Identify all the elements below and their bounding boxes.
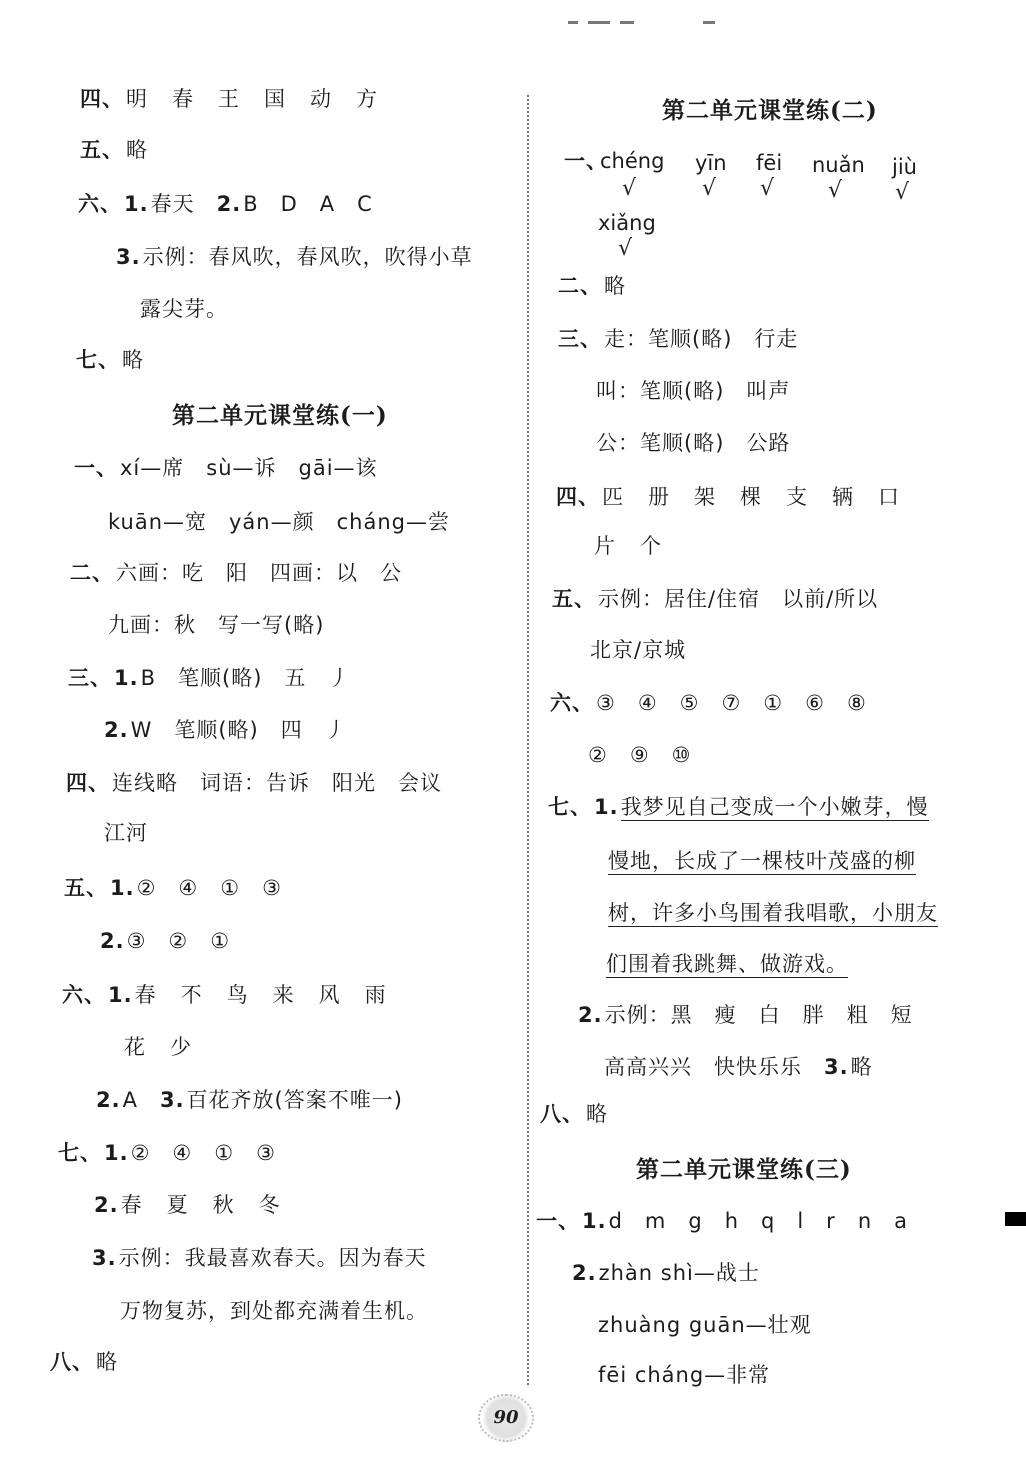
pinyin: chéng bbox=[600, 149, 665, 173]
top-edge-mark bbox=[568, 20, 718, 26]
answer-line: 二、六画：吃 阳 四画：以 公 bbox=[70, 561, 402, 585]
answer-line: ② ⑨ ⑩ bbox=[588, 743, 692, 767]
column-divider bbox=[527, 95, 529, 1385]
answer-line: 八、略 bbox=[50, 1350, 118, 1374]
answer-line: 2.春 夏 秋 冬 bbox=[94, 1193, 281, 1217]
answer-line: 慢地，长成了一棵枝叶茂盛的柳 bbox=[608, 849, 916, 873]
page-number: 90 bbox=[478, 1394, 534, 1442]
answer-line: 五、示例：居住/住宿 以前/所以 bbox=[552, 587, 879, 611]
answer-line: 七、1.② ④ ① ③ bbox=[58, 1141, 276, 1165]
answer-line: 三、走：笔顺(略) 行走 bbox=[558, 327, 799, 351]
answer-line: 2.③ ② ① bbox=[100, 929, 231, 953]
answer-line: 露尖芽。 bbox=[140, 297, 228, 321]
answer-line: kuān—宽 yán—颜 cháng—尝 bbox=[108, 510, 450, 534]
answer-line: zhuàng guān—壮观 bbox=[598, 1313, 812, 1337]
section-title: 第二单元课堂练(二) bbox=[662, 97, 878, 124]
answer-line: 一、1.d m g h q l r n a bbox=[536, 1209, 908, 1233]
answer-line: fēi cháng—非常 bbox=[598, 1363, 771, 1387]
answer-line: 花 少 bbox=[124, 1035, 192, 1059]
answer-line: 2.zhàn shì—战士 bbox=[572, 1261, 760, 1285]
pinyin: yīn bbox=[695, 151, 727, 175]
answer-line: 八、略 bbox=[540, 1102, 608, 1126]
answer-line: 们围着我跳舞、做游戏。 bbox=[606, 952, 848, 976]
answer-line: 江河 bbox=[104, 821, 148, 845]
answer-line: 树，许多小鸟围着我唱歌，小朋友 bbox=[608, 901, 938, 925]
check-mark: √ bbox=[622, 176, 637, 201]
answer-line: 七、略 bbox=[76, 348, 144, 372]
section-title: 第二单元课堂练(一) bbox=[172, 402, 388, 429]
answer-line: 3.示例：春风吹，春风吹，吹得小草 bbox=[116, 245, 473, 269]
answer-line: 片 个 bbox=[594, 534, 662, 558]
answer-line: 一、 bbox=[564, 149, 608, 173]
section-title: 第二单元课堂练(三) bbox=[636, 1156, 852, 1183]
answer-line: 四、连线略 词语：告诉 阳光 会议 bbox=[66, 771, 442, 795]
answer-line: 六、③ ④ ⑤ ⑦ ① ⑥ ⑧ bbox=[550, 691, 867, 715]
answer-line: 3.示例：我最喜欢春天。因为春天 bbox=[92, 1246, 427, 1270]
pinyin: jiù bbox=[892, 155, 917, 179]
check-mark: √ bbox=[828, 178, 843, 203]
check-mark: √ bbox=[702, 176, 717, 201]
answer-line: 公：笔顺(略) 公路 bbox=[596, 431, 791, 455]
check-mark: √ bbox=[895, 180, 910, 205]
answer-line: 一、xí—席 sù—诉 gāi—该 bbox=[74, 456, 378, 480]
answer-line: 四、匹 册 架 棵 支 辆 口 bbox=[556, 485, 900, 509]
pinyin: xiǎng bbox=[598, 211, 656, 235]
answer-line: 五、1.② ④ ① ③ bbox=[64, 876, 282, 900]
answer-line: 高高兴兴 快快乐乐 3.略 bbox=[604, 1055, 873, 1079]
answer-line: 二、略 bbox=[558, 274, 626, 298]
answer-line: 2.A 3.百花齐放(答案不唯一) bbox=[96, 1088, 403, 1112]
answer-line: 三、1.B 笔顺(略) 五 丿 bbox=[68, 666, 351, 690]
answer-line: 六、1.春 不 鸟 来 风 雨 bbox=[62, 983, 387, 1007]
pinyin: fēi bbox=[756, 151, 783, 175]
check-mark: √ bbox=[760, 176, 775, 201]
edge-tab-mark bbox=[1005, 1212, 1026, 1226]
answer-line: 六、1.春天 2.B D A C bbox=[78, 192, 373, 216]
pinyin: nuǎn bbox=[812, 153, 865, 177]
answer-line: 2.W 笔顺(略) 四 丿 bbox=[104, 718, 347, 742]
answer-line: 万物复苏，到处都充满着生机。 bbox=[120, 1299, 428, 1323]
answer-line: 北京/京城 bbox=[590, 638, 687, 662]
answer-line: 2.示例：黑 瘦 白 胖 粗 短 bbox=[578, 1003, 913, 1027]
answer-line: 四、明 春 王 国 动 方 bbox=[80, 87, 378, 111]
check-mark: √ bbox=[618, 236, 633, 261]
answer-line: 五、略 bbox=[80, 138, 148, 162]
answer-line: 九画：秋 写一写(略) bbox=[108, 613, 325, 637]
answer-line: 七、1.我梦见自己变成一个小嫩芽，慢 bbox=[548, 795, 929, 819]
answer-line: 叫：笔顺(略) 叫声 bbox=[596, 379, 791, 403]
